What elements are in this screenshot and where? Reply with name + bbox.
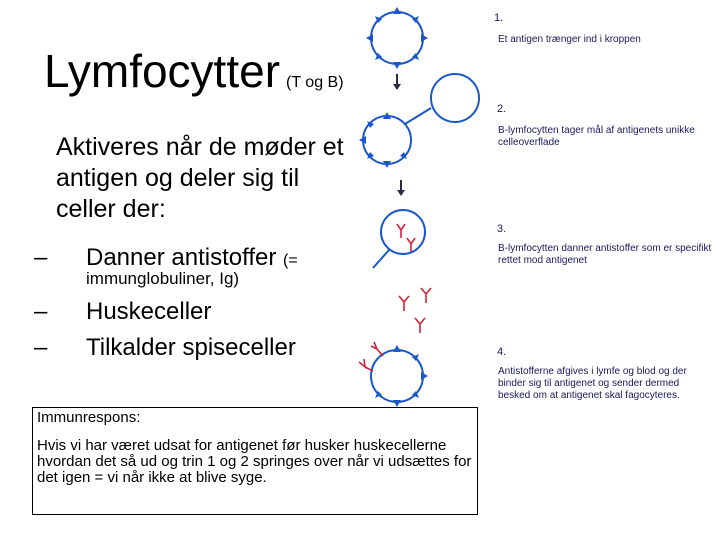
antigen-cell-1	[366, 7, 428, 69]
antibodies	[399, 288, 431, 333]
lead-text: Aktiveres når de møder et antigen og deler sig til celler der:	[56, 133, 344, 223]
bullet-text: Huskeceller	[86, 298, 212, 325]
box-heading: Immunrespons:	[37, 409, 141, 426]
bullet-dash: –	[34, 244, 48, 271]
bullet-text: Tilkalder spiseceller	[86, 334, 296, 361]
bullet-extra-line: immunglobuliner, Ig)	[86, 269, 240, 288]
step-text-3: B-lymfocytten danner antistoffer som er specifikt rettet mod antigenet	[498, 243, 712, 266]
bullet-dash: –	[34, 298, 48, 325]
antigen-cell-2	[359, 108, 431, 168]
title-sub: (T og B)	[286, 74, 344, 91]
b-lymphocyte-3	[373, 210, 425, 268]
step-text-2: B-lymfocytten tager mål af antigenets unikke celleoverflade	[498, 125, 695, 148]
step-number-3: 3.	[497, 223, 507, 235]
bullet-phagocytes	[34, 334, 296, 362]
b-lymphocyte-2	[431, 74, 479, 122]
immune-response-illustration	[345, 0, 495, 415]
title-main: Lymfocytter	[44, 45, 281, 97]
bullet-memory-cells	[34, 298, 211, 326]
step-text-4: Antistofferne afgives i lymfe og blod og der binder sig til antigenet og sender dermed besked om at antigenet skal fagocyteres.	[498, 366, 687, 401]
antigen-cell-4	[359, 342, 428, 407]
step-number-2: 2.	[497, 103, 507, 115]
step-text-1: Et antigen trænger ind i kroppen	[498, 34, 641, 45]
immune-response-box	[32, 407, 478, 515]
bullet-text: Danner antistoffer	[86, 244, 277, 271]
box-body: Hvis vi har været udsat for antigenet før husker huskecellerne hvordan det så ud og trin 1 og 2 springes over når vi udsættes for det igen = vi når ikke at blive syge.	[37, 437, 472, 486]
bullet-extra: (=	[283, 252, 298, 269]
down-arrow-1	[393, 74, 401, 90]
bullet-dash: –	[34, 334, 48, 361]
step-number-1: 1.	[494, 12, 504, 24]
step-number-4: 4.	[497, 346, 507, 358]
down-arrow-2	[397, 180, 405, 196]
slide-title	[44, 44, 344, 98]
